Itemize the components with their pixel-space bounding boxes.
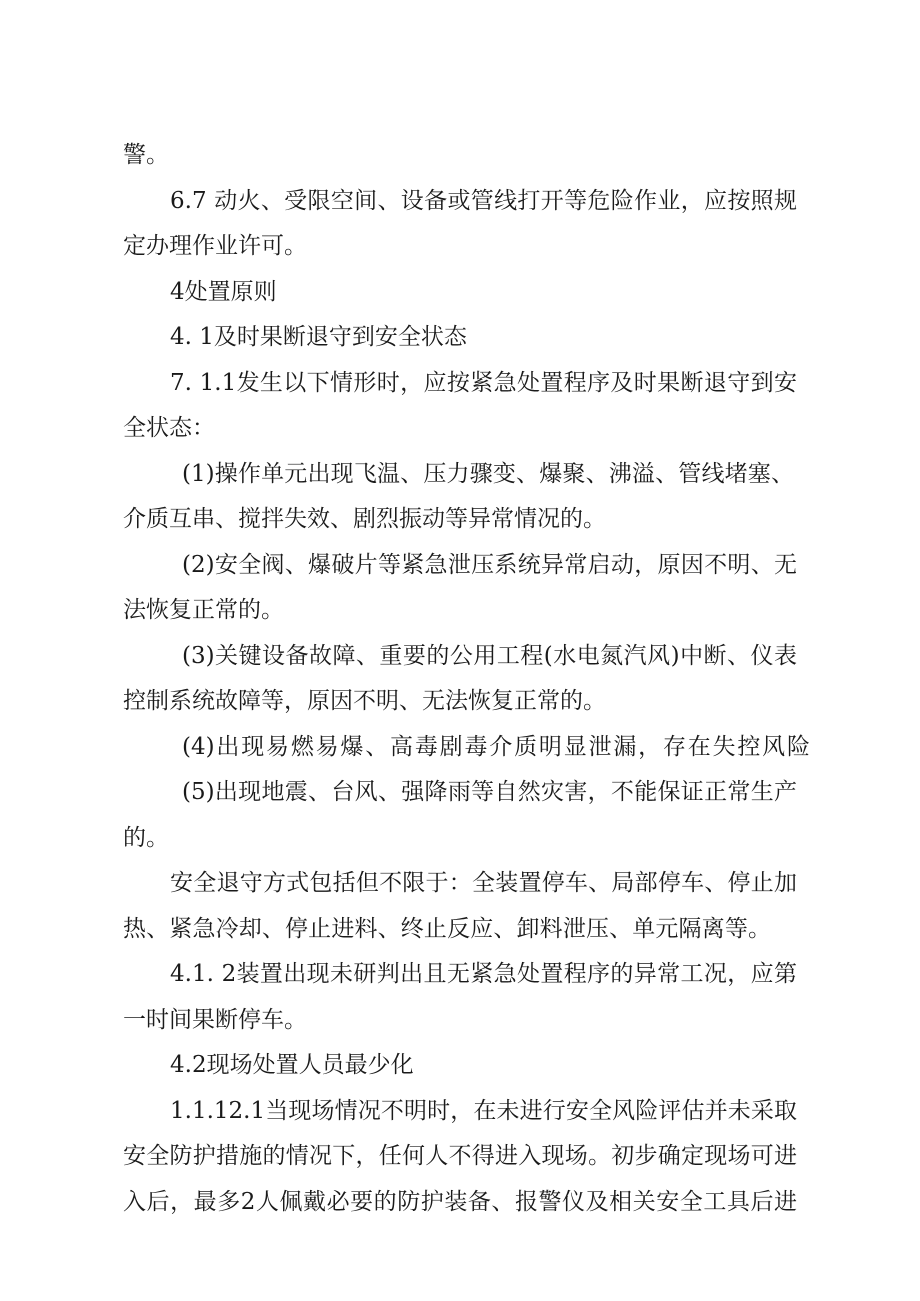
text-line: 定办理作业许可。	[123, 233, 307, 259]
text-line: 安全防护措施的情况下，任何人不得进入现场。初步确定现场可进	[123, 1143, 797, 1169]
section-heading: 4处置原则	[170, 279, 277, 305]
text-line: 6.7 动火、受限空间、设备或管线打开等危险作业，应按照规	[170, 188, 797, 214]
list-item: (2)安全阀、爆破片等紧急泄压系统异常启动，原因不明、无	[182, 552, 797, 578]
subsection-heading: 4. 1及时果断退守到安全状态	[170, 324, 467, 350]
text-line: 1.1.12.1当现场情况不明时，在未进行安全风险评估并未采取	[170, 1098, 797, 1124]
list-item: (4)出现易燃易爆、高毒剧毒介质明显泄漏，存在失控风险	[182, 734, 810, 760]
text-line: 全状态：	[123, 415, 215, 441]
text-line: 法恢复正常的。	[123, 597, 284, 623]
text-line: 控制系统故障等，原因不明、无法恢复正常的。	[123, 688, 606, 714]
list-item: (5)出现地震、台风、强降雨等自然灾害，不能保证正常生产	[182, 779, 797, 805]
text-line: 4.1. 2装置出现未研判出且无紧急处置程序的异常工况，应第	[170, 961, 797, 987]
text-line: 安全退守方式包括但不限于：全装置停车、局部停车、停止加	[170, 870, 797, 896]
text-line: 7. 1.1发生以下情形时，应按紧急处置程序及时果断退守到安	[170, 370, 797, 396]
text-line: 警。	[123, 142, 169, 168]
text-line: 热、紧急冷却、停止进料、终止反应、卸料泄压、单元隔离等。	[123, 916, 771, 942]
text-line: 入后，最多2人佩戴必要的防护装备、报警仪及相关安全工具后进	[123, 1189, 797, 1215]
text-line: 一时间果断停车。	[123, 1007, 307, 1033]
subsection-heading: 4.2现场处置人员最少化	[170, 1052, 414, 1078]
list-item: (3)关键设备故障、重要的公用工程(水电氮汽风)中断、仪表	[182, 643, 797, 669]
text-line: 介质互串、搅拌失效、剧烈振动等异常情况的。	[123, 506, 606, 532]
list-item: (1)操作单元出现飞温、压力骤变、爆聚、沸溢、管线堵塞、	[182, 461, 794, 487]
text-line: 的。	[123, 825, 169, 851]
